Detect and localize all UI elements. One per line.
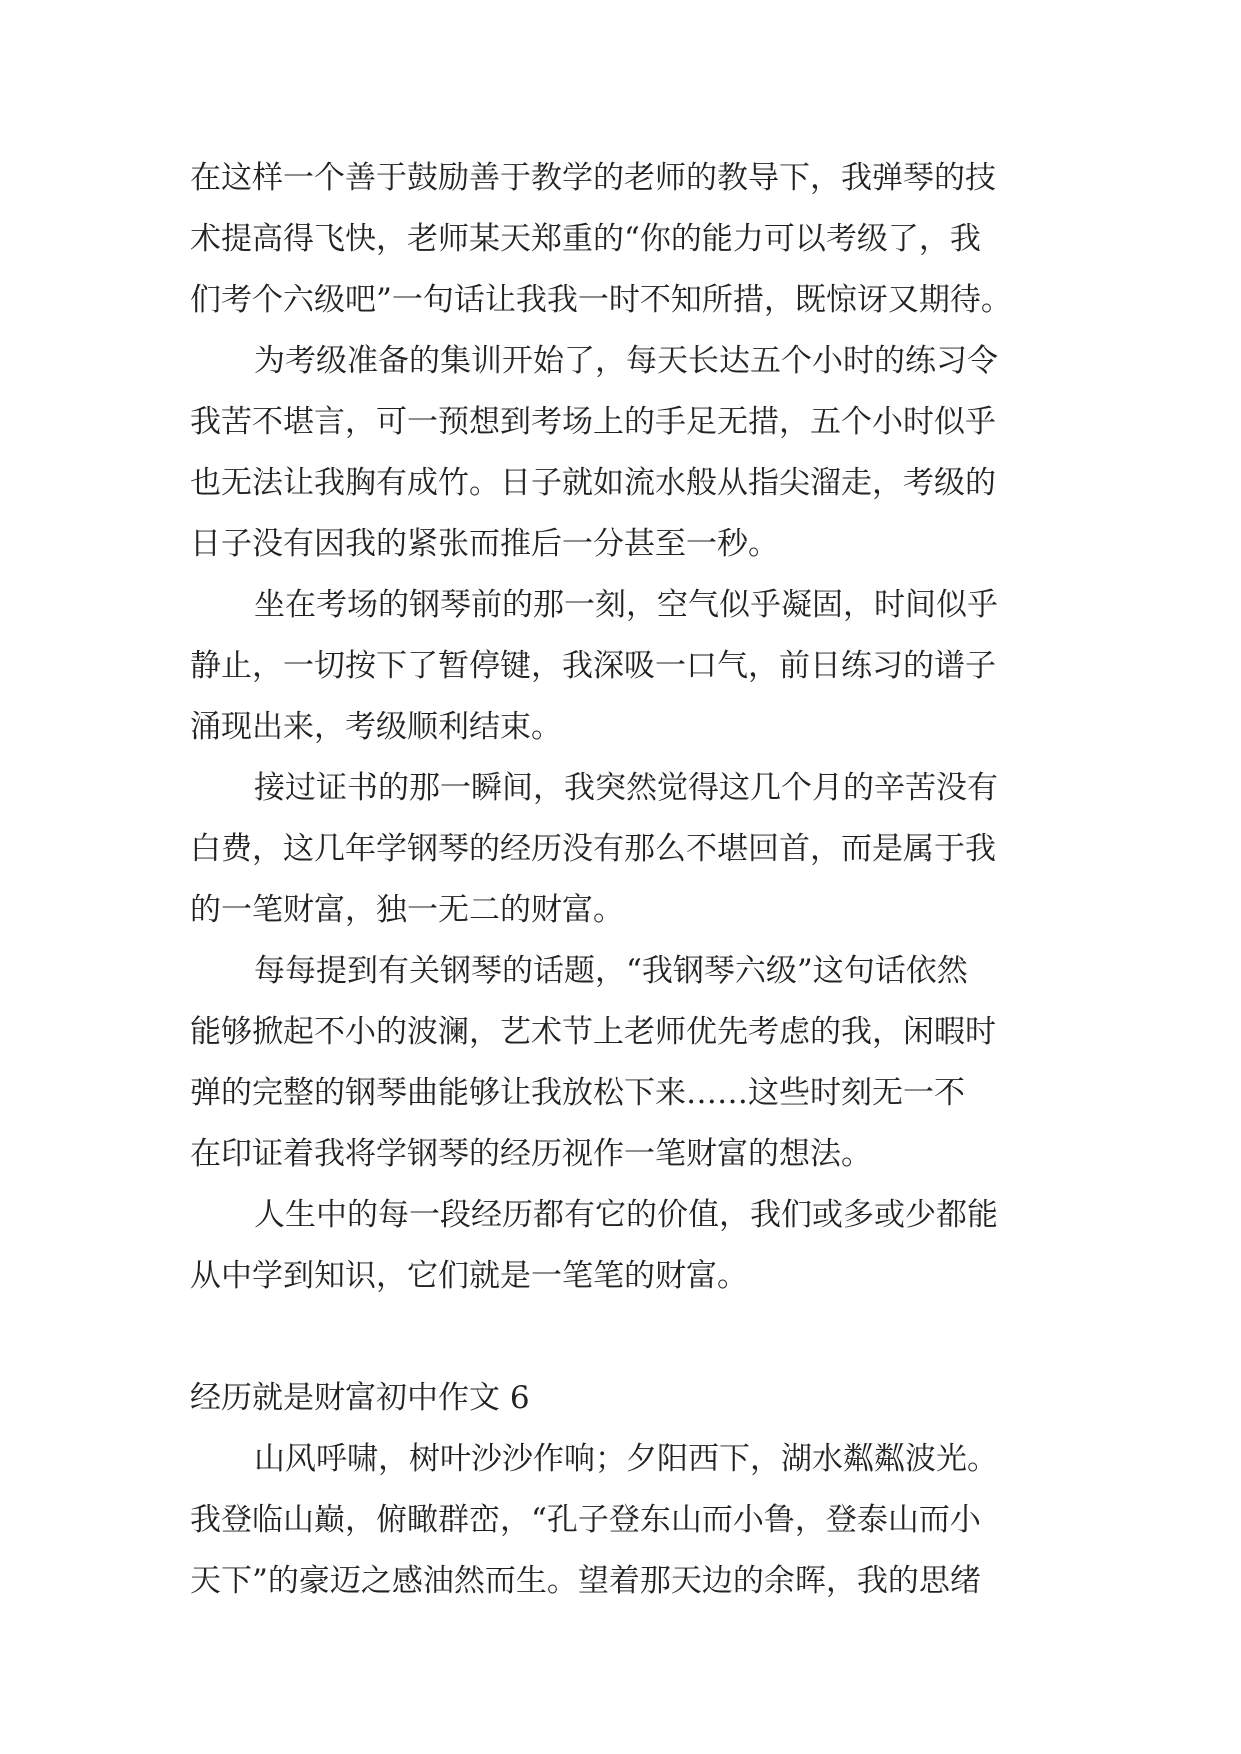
document-body [190, 148, 1070, 1612]
text-line: 术提高得飞快，老师某天郑重的“你的能力可以考级了，我 [190, 221, 981, 257]
text-line: 山风呼啸，树叶沙沙作响；夕阳西下，湖水粼粼波光。 [254, 1441, 998, 1477]
section-heading: 经历就是财富初中作文 6 [190, 1380, 530, 1416]
paragraph-3 [190, 575, 1070, 758]
text-line: 为考级准备的集训开始了，每天长达五个小时的练习令 [254, 343, 998, 379]
text-line: 从中学到知识，它们就是一笔笔的财富。 [190, 1258, 748, 1294]
text-line: 人生中的每一段经历都有它的价值，我们或多或少都能 [254, 1197, 998, 1233]
text-line: 我登临山巅，俯瞰群峦，“孔子登东山而小鲁，登泰山而小 [190, 1502, 981, 1538]
paragraph-1 [190, 148, 1070, 331]
text-line: 在印证着我将学钢琴的经历视作一笔财富的想法。 [190, 1136, 872, 1172]
text-line: 在这样一个善于鼓励善于教学的老师的教导下，我弹琴的技 [190, 160, 996, 196]
text-line: 也无法让我胸有成竹。日子就如流水般从指尖溜走，考级的 [190, 465, 996, 501]
text-line: 弹的完整的钢琴曲能够让我放松下来……这些时刻无一不 [190, 1075, 965, 1111]
text-line: 白费，这几年学钢琴的经历没有那么不堪回首，而是属于我 [190, 831, 996, 867]
text-line: 们考个六级吧”一句话让我我一时不知所措，既惊讶又期待。 [190, 282, 1012, 318]
text-line: 天下”的豪迈之感油然而生。望着那天边的余晖，我的思绪 [190, 1563, 981, 1599]
text-line: 每每提到有关钢琴的话题，“我钢琴六级”这句话依然 [254, 953, 968, 989]
paragraph-7 [190, 1429, 1070, 1612]
text-line: 静止，一切按下了暂停键，我深吸一口气，前日练习的谱子 [190, 648, 996, 684]
text-line: 坐在考场的钢琴前的那一刻，空气似乎凝固，时间似乎 [254, 587, 998, 623]
text-line: 涌现出来，考级顺利结束。 [190, 709, 562, 745]
text-line: 日子没有因我的紧张而推后一分甚至一秒。 [190, 526, 779, 562]
text-line: 接过证书的那一瞬间，我突然觉得这几个月的辛苦没有 [254, 770, 998, 806]
text-line: 能够掀起不小的波澜，艺术节上老师优先考虑的我，闲暇时 [190, 1014, 996, 1050]
paragraph-4 [190, 758, 1070, 941]
text-line: 的一笔财富，独一无二的财富。 [190, 892, 624, 928]
text-line: 我苦不堪言，可一预想到考场上的手足无措，五个小时似乎 [190, 404, 996, 440]
paragraph-5 [190, 941, 1070, 1185]
paragraph-6 [190, 1185, 1070, 1307]
paragraph-2 [190, 331, 1070, 575]
